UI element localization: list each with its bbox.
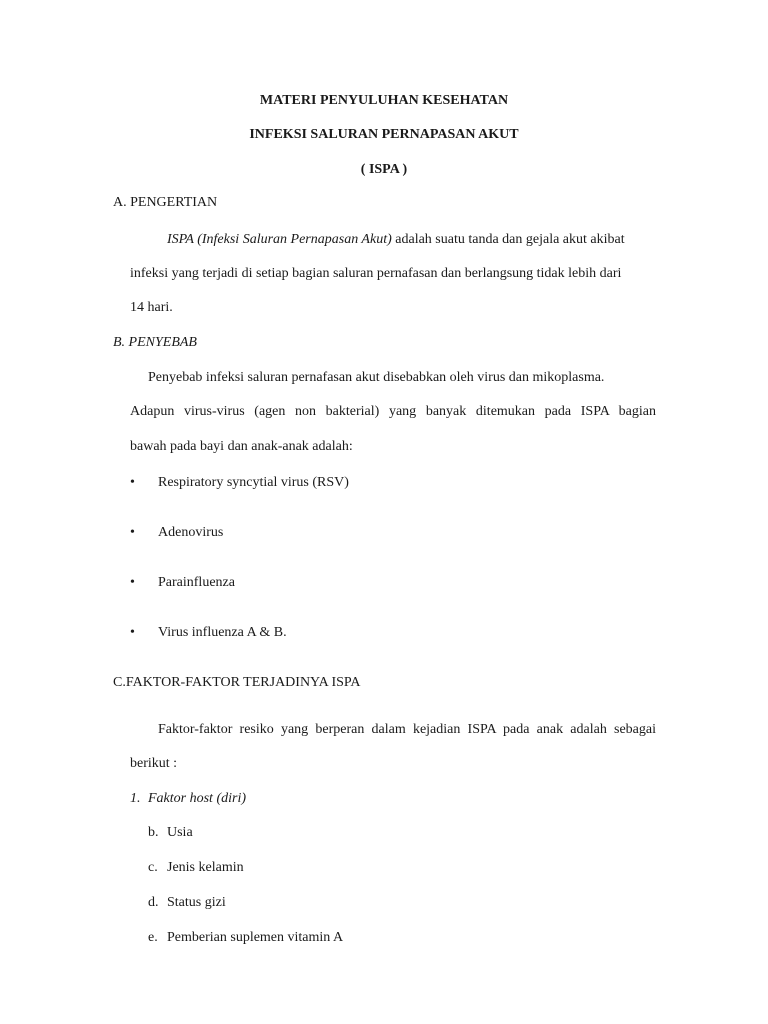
- title-line-3: ( ISPA ): [360, 162, 408, 177]
- section-a-definition: adalah suatu tanda dan gejala akut akibat: [391, 232, 625, 247]
- section-b-paragraph-line-3: bawah pada bayi dan anak-anak adalah:: [130, 439, 353, 454]
- bullet-text: Adenovirus: [158, 525, 224, 540]
- section-a-term: ISPA (Infeksi Saluran Pernapasan Akut): [167, 232, 392, 247]
- sub-heading-marker: 1.: [130, 791, 141, 806]
- bullet-text: Respiratory syncytial virus (RSV): [158, 475, 349, 490]
- list-marker: c.: [148, 860, 158, 875]
- section-b-heading: B. PENYEBAB: [113, 335, 197, 350]
- title-line-1: MATERI PENYULUHAN KESEHATAN: [259, 93, 509, 108]
- section-c-paragraph-line-1: Faktor-faktor resiko yang berperan dalam kejadian ISPA pada anak adalah sebagai: [158, 722, 656, 737]
- bullet-marker: •: [130, 575, 135, 590]
- bullet-text: Virus influenza A & B.: [158, 625, 287, 640]
- section-a-paragraph-line-1: [167, 231, 625, 249]
- list-marker: b.: [148, 825, 159, 840]
- list-marker: e.: [148, 930, 158, 945]
- list-marker: d.: [148, 895, 159, 910]
- bullet-text: Parainfluenza: [158, 575, 235, 590]
- section-a-heading: A. PENGERTIAN: [113, 195, 218, 210]
- sub-heading-faktor-host: Faktor host (diri): [148, 791, 246, 806]
- bullet-marker: •: [130, 625, 135, 640]
- bullet-marker: •: [130, 475, 135, 490]
- section-b-paragraph-line-1: Penyebab infeksi saluran pernafasan akut disebabkan oleh virus dan mikoplasma.: [148, 370, 605, 385]
- section-c-paragraph-line-2: berikut :: [130, 756, 178, 771]
- bullet-marker: •: [130, 525, 135, 540]
- section-c-heading: C.FAKTOR-FAKTOR TERJADINYA ISPA: [113, 675, 361, 690]
- list-text: Status gizi: [167, 895, 226, 910]
- list-text: Pemberian suplemen vitamin A: [167, 930, 344, 945]
- section-b-paragraph-line-2: Adapun virus-virus (agen non bakterial) yang banyak ditemukan pada ISPA bagian: [130, 404, 656, 419]
- section-a-paragraph-line-2: infeksi yang terjadi di setiap bagian saluran pernafasan dan berlangsung tidak lebih dari: [130, 266, 622, 281]
- list-text: Usia: [167, 825, 193, 840]
- list-text: Jenis kelamin: [167, 860, 244, 875]
- title-line-2: INFEKSI SALURAN PERNAPASAN AKUT: [249, 127, 519, 142]
- section-a-paragraph-line-3: 14 hari.: [130, 300, 173, 315]
